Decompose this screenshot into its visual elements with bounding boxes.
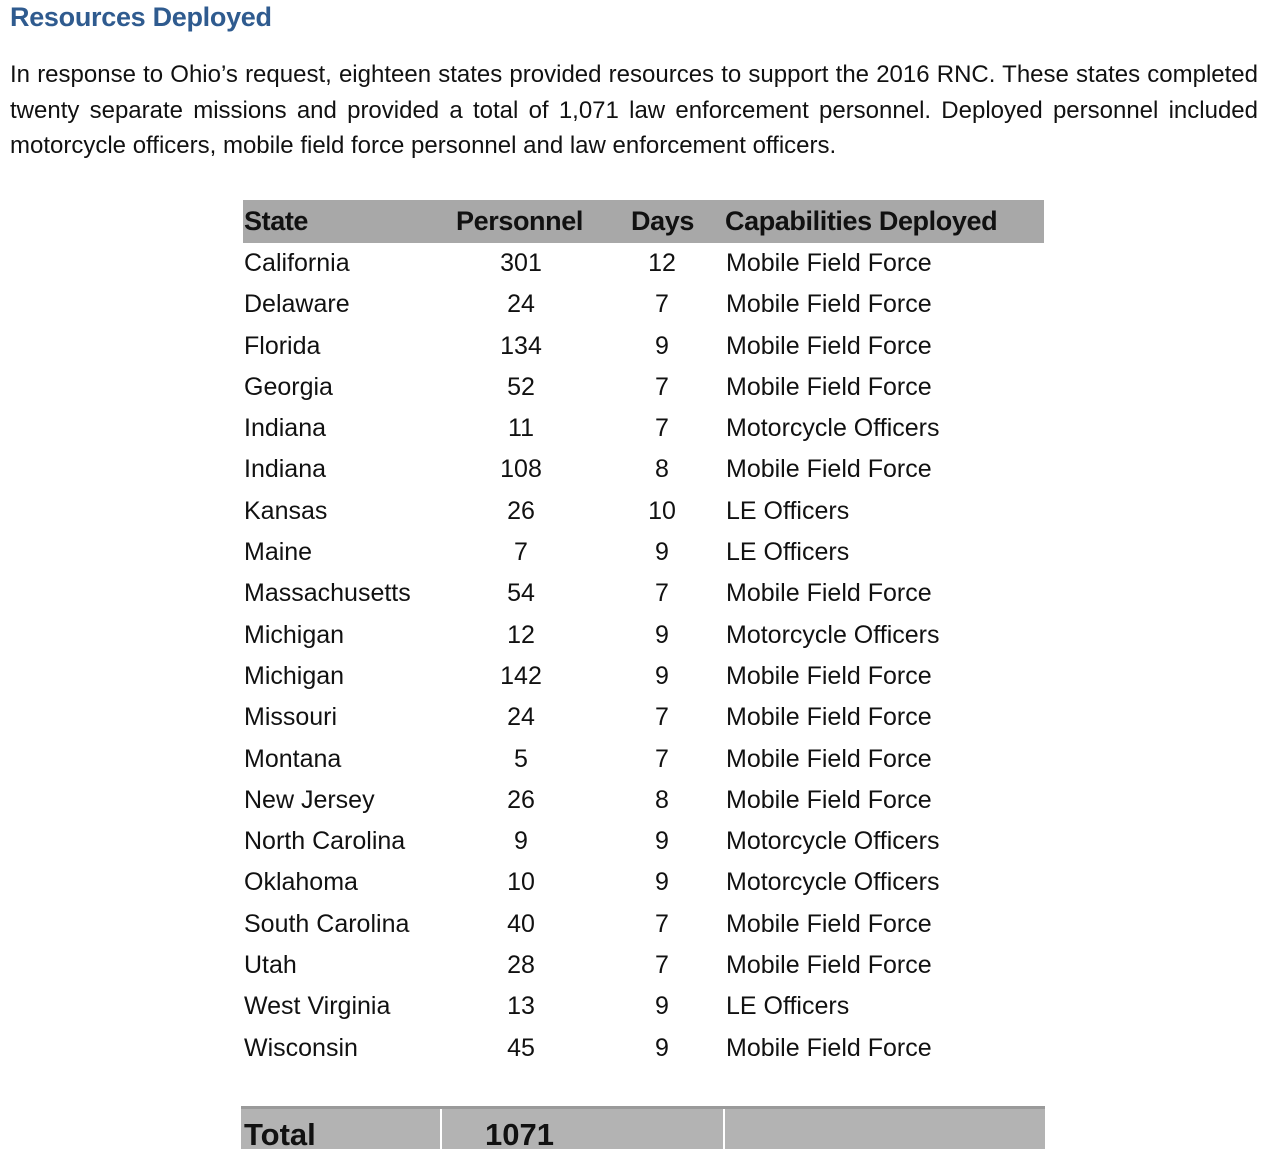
state-cell: Indiana [244, 414, 327, 443]
days-cell: 9 [655, 868, 669, 897]
personnel-cell: 13 [507, 992, 535, 1021]
table-row [243, 284, 1044, 325]
capabilities-cell: Mobile Field Force [726, 909, 932, 938]
table-row [243, 573, 1044, 614]
days-cell: 9 [655, 538, 669, 567]
state-cell: Oklahoma [244, 868, 358, 897]
table-row [243, 491, 1044, 532]
table-row [243, 945, 1044, 986]
state-cell: California [244, 249, 350, 277]
personnel-cell: 11 [508, 414, 534, 443]
personnel-cell: 142 [500, 661, 542, 690]
days-cell: 9 [655, 1033, 669, 1062]
table-header-row [243, 200, 1044, 243]
intro-paragraph: In response to Ohio’s request, eighteen states provided resources to support the 2016 RNC. These states completed twenty separate missions and provided a total of 1,071 law enforcement personnel. Deployed personnel included motorcycle officers, mobile field force personnel and law enforcement officers. [10, 61, 1258, 159]
capabilities-cell: Mobile Field Force [726, 290, 932, 319]
personnel-cell: 24 [507, 290, 535, 319]
table-row [243, 326, 1044, 367]
personnel-cell: 52 [507, 372, 535, 401]
table-row [243, 532, 1044, 573]
table-row [243, 697, 1044, 738]
capabilities-cell: Mobile Field Force [726, 249, 932, 277]
days-cell: 8 [655, 785, 669, 814]
capabilities-cell: LE Officers [726, 992, 850, 1021]
table-body [243, 243, 1044, 1069]
state-cell: Utah [244, 951, 297, 980]
state-cell: West Virginia [244, 992, 391, 1021]
days-cell: 12 [648, 249, 676, 277]
personnel-cell: 40 [507, 909, 535, 938]
days-cell: 10 [648, 496, 676, 525]
capabilities-cell: Motorcycle Officers [726, 827, 940, 856]
personnel-cell: 28 [507, 951, 535, 980]
capabilities-cell: Mobile Field Force [726, 455, 932, 484]
state-cell: New Jersey [244, 785, 375, 814]
personnel-cell: 9 [514, 827, 528, 856]
capabilities-cell: Mobile Field Force [726, 951, 932, 980]
total-row [241, 1106, 1045, 1152]
days-cell: 7 [655, 909, 669, 938]
days-cell: 9 [655, 827, 669, 856]
days-cell: 9 [655, 620, 669, 649]
capabilities-cell: Mobile Field Force [726, 1033, 932, 1062]
state-cell: Kansas [244, 496, 328, 525]
days-cell: 9 [655, 661, 669, 690]
state-cell: Missouri [244, 703, 338, 732]
table-row [243, 739, 1044, 780]
days-cell: 8 [655, 455, 669, 484]
header-personnel: Personnel [456, 206, 583, 236]
total-value: 1071 [485, 1117, 554, 1152]
days-cell: 9 [655, 992, 669, 1021]
table-row [243, 821, 1044, 862]
state-cell: Maine [244, 538, 313, 567]
state-cell: Delaware [244, 290, 350, 319]
days-cell: 7 [655, 372, 669, 401]
header-state: State [244, 206, 309, 236]
personnel-cell: 54 [507, 579, 535, 608]
days-cell: 7 [655, 414, 669, 443]
table-row [243, 986, 1044, 1027]
header-capabilities: Capabilities Deployed [725, 206, 998, 236]
capabilities-cell: Mobile Field Force [726, 579, 932, 608]
table-row [243, 656, 1044, 697]
resources-table [243, 200, 1044, 1069]
capabilities-cell: Mobile Field Force [726, 744, 932, 773]
state-cell: Michigan [244, 620, 345, 649]
table-row [243, 1028, 1044, 1069]
personnel-cell: 10 [507, 868, 535, 897]
table-row [243, 367, 1044, 408]
table-row [243, 904, 1044, 945]
state-cell: Massachusetts [244, 579, 411, 608]
personnel-cell: 5 [514, 744, 528, 773]
total-divider [723, 1109, 725, 1149]
days-cell: 7 [655, 290, 669, 319]
state-cell: Georgia [244, 372, 333, 401]
capabilities-cell: Motorcycle Officers [726, 414, 940, 443]
capabilities-cell: Mobile Field Force [726, 703, 932, 732]
personnel-cell: 26 [507, 785, 535, 814]
state-cell: North Carolina [244, 827, 406, 856]
days-cell: 7 [655, 951, 669, 980]
table-row [243, 449, 1044, 490]
section-heading: Resources Deployed [10, 2, 272, 32]
state-cell: South Carolina [244, 909, 410, 938]
table-row [243, 780, 1044, 821]
capabilities-cell: LE Officers [726, 538, 850, 567]
capabilities-cell: Motorcycle Officers [726, 868, 940, 897]
personnel-cell: 45 [507, 1033, 535, 1062]
personnel-cell: 134 [500, 331, 542, 360]
table-row [243, 862, 1044, 903]
personnel-cell: 26 [507, 496, 535, 525]
capabilities-cell: Mobile Field Force [726, 661, 932, 690]
state-cell: Indiana [244, 455, 327, 484]
state-cell: Montana [244, 744, 342, 773]
days-cell: 9 [655, 331, 669, 360]
state-cell: Michigan [244, 661, 345, 690]
capabilities-cell: LE Officers [726, 496, 850, 525]
total-divider [440, 1109, 442, 1149]
capabilities-cell: Mobile Field Force [726, 331, 932, 360]
personnel-cell: 301 [500, 249, 542, 277]
state-cell: Wisconsin [244, 1033, 358, 1062]
capabilities-cell: Motorcycle Officers [726, 620, 940, 649]
days-cell: 7 [655, 579, 669, 608]
personnel-cell: 108 [500, 455, 542, 484]
days-cell: 7 [655, 744, 669, 773]
header-days: Days [631, 206, 694, 236]
table-row [243, 615, 1044, 656]
total-label: Total [244, 1117, 316, 1152]
capabilities-cell: Mobile Field Force [726, 785, 932, 814]
personnel-cell: 12 [507, 620, 535, 649]
table-row [243, 408, 1044, 449]
personnel-cell: 24 [507, 703, 535, 732]
personnel-cell: 7 [514, 538, 528, 567]
table-row [243, 243, 1044, 284]
capabilities-cell: Mobile Field Force [726, 372, 932, 401]
state-cell: Florida [244, 331, 321, 360]
days-cell: 7 [655, 703, 669, 732]
